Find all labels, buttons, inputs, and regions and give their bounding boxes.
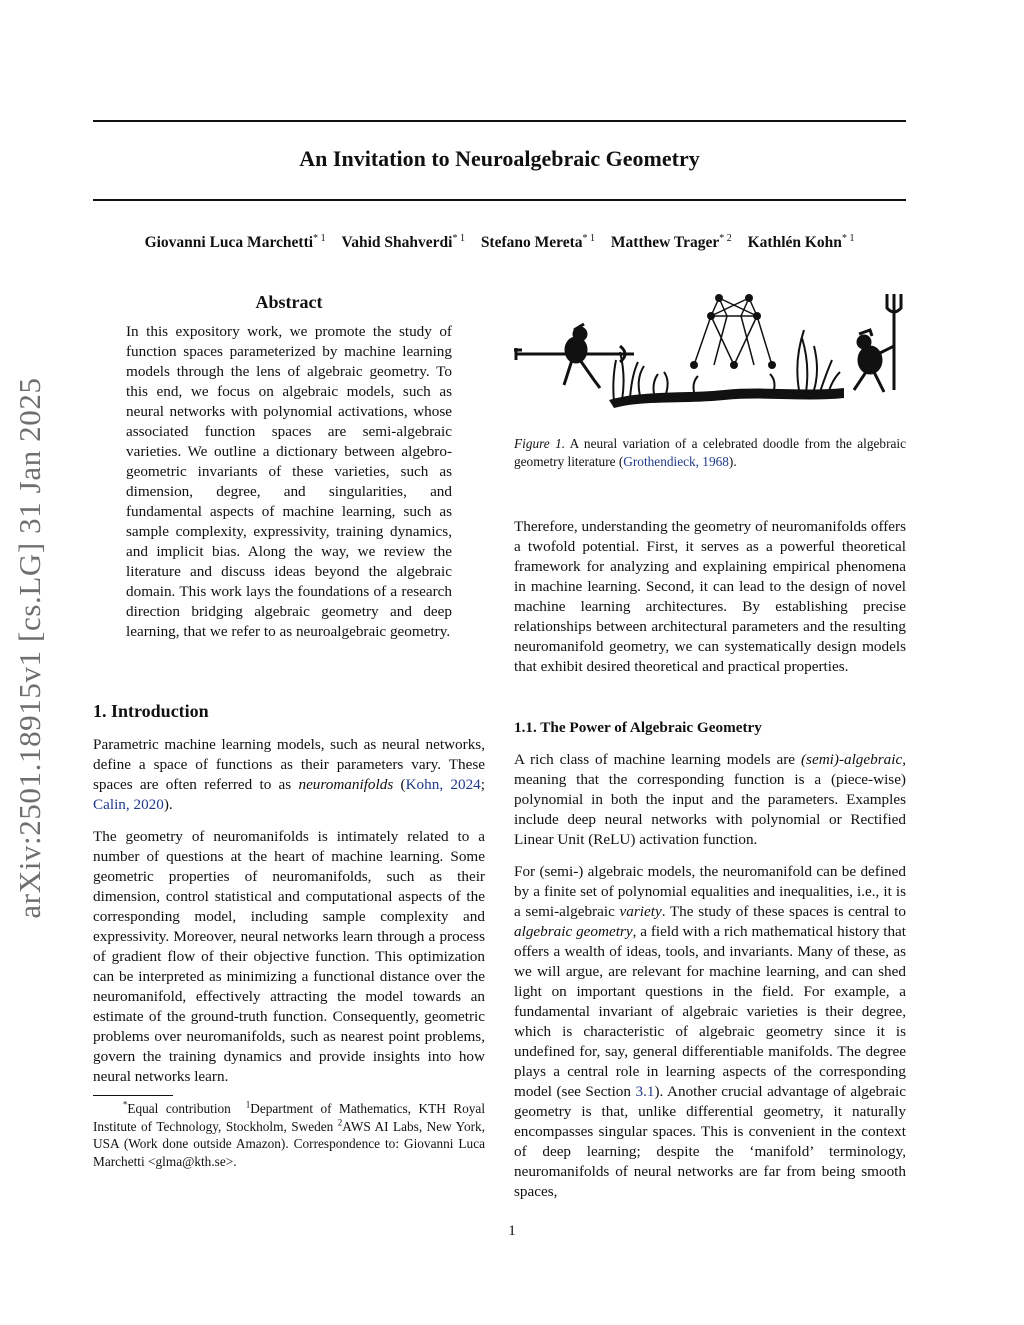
page-number: 1	[508, 1223, 516, 1239]
author: Giovanni Luca Marchetti$^{* 1}$	[144, 232, 326, 251]
citation-link[interactable]: Calin, 2020	[93, 796, 164, 813]
author-list	[93, 234, 906, 252]
author: Stefano Mereta$^{* 1}$	[480, 232, 596, 251]
arxiv-watermark: arXiv:2501.18915v1 [cs.LG] 31 Jan 2025	[12, 377, 47, 919]
figure-doodle	[514, 290, 906, 415]
footnote-rule	[93, 1095, 173, 1096]
citation-link[interactable]: Kohn, 2024	[405, 776, 481, 793]
figure-caption: Figure 1. A neural variation of a celebrated doodle from the algebraic geometry literature (Grothendieck, 1968).	[514, 436, 906, 469]
paragraph: Therefore, understanding the geometry of neuromanifolds offers a twofold potential. First, it serves as a powerful theoretical framework for analyzing and explaining empirical phenomena in machine learning. Second, it can lead to the design of novel machine learning architectures. By establishing precise relationships between architectural parameters and the resulting neuromanifold geometry, we can systematically design models that exhibit desired theoretical and practical properties.	[514, 518, 906, 675]
paragraph: For (semi-) algebraic models, the neuromanifold can be defined by a finite set of polynomial equalities and inequalities, i.e., it is a semi-algebraic variety. The study of these spaces is central to algebraic geometry, a field with a rich mathematical history that offers a wealth of ideas, tools, and invariants. Many of these, as we will argue, are relevant for machine learning, and can shed light on important questions in the field. For example, a fundamental invariant of algebraic varieties is their degree, which is characteristic of algebraic geometry since it is undefined for, say, general differentiable manifolds. The degree plays a central role in learning aspects of the corresponding model (see Section 3.1). Another crucial advantage of algebraic geometry is that, unlike differential geometry, it naturally encompasses singular spaces. This is convenient in the context of deep learning; despite the ‘manifold’ terminology, neuromanifolds of neural networks are far from being smooth spaces,	[514, 863, 906, 1200]
paragraph: A rich class of machine learning models are (semi)-algebraic, meaning that the corresponding function is a (piece-wise) polynomial in both the input and the parameters. Examples include deep neural networks with polynomial or Rectified Linear Unit (ReLU) activation function.	[514, 751, 906, 848]
paper-title: An Invitation to Neuroalgebraic Geometry	[299, 146, 700, 171]
section-heading-introduction: 1. Introduction	[93, 701, 209, 721]
introduction-body	[93, 735, 485, 1099]
author: Kathlén Kohn$^{* 1}$	[747, 232, 855, 251]
paragraph: Parametric machine learning models, such as neural networks, define a space of functions as their parameters vary. These spaces are often referred to as neuromanifolds (Kohn, 2024; Calin, 2020).	[93, 736, 485, 813]
subsection-body	[514, 750, 906, 1214]
title-top-rule	[93, 120, 906, 122]
author: Matthew Trager$^{* 2}$	[610, 232, 732, 251]
right-column-body	[514, 517, 906, 689]
section-reference-link[interactable]: 3.1	[635, 1083, 655, 1100]
abstract-text: In this expository work, we promote the study of function spaces parameterized by machine learning models through the lens of algebraic geometry. To this end, we focus on algebraic models, such as neural networks with polynomial activations, whose associated function spaces are semi-algebraic varieties. We outline a dictionary between algebro-geometric invariants of these varieties, such as dimension, degree, and singularities, and fundamental aspects of machine learning, such as sample complexity, expressivity, training dynamics, and implicit bias. Along the way, we review the literature and discuss ideas beyond the algebraic domain. This work lays the foundations of a research direction bridging algebraic geometry and deep learning, that we refer to as neuroalgebraic geometry.	[126, 323, 452, 640]
citation-link[interactable]: Grothendieck, 1968	[623, 454, 729, 469]
author: Vahid Shahverdi$^{* 1}$	[341, 232, 465, 251]
footnote: *Equal contribution $^1$Department of Mathematics, KTH Royal Institute of Technology, Stockholm, Sweden $^2$AWS AI Labs, New York, USA (Work done outside Amazon). Correspondence to: Giovanni Luca Marchetti <glma@kth.se>.	[93, 1099, 486, 1169]
abstract-heading: Abstract	[255, 292, 323, 312]
subsection-heading: 1.1. The Power of Algebraic Geometry	[514, 719, 762, 736]
paragraph: The geometry of neuromanifolds is intimately related to a number of questions at the heart of machine learning. Some geometric properties of neuromanifolds, such as their dimension, control statistical and computational aspects of the corresponding model, including sample complexity and expressivity. Moreover, neural networks learn through a process of gradient flow of their objective function. This optimization can be interpreted as minimizing a functional distance over the neuromanifold, effectively attracting the model towards an estimate of the ground-truth function. Consequently, geometric problems over neuromanifolds, such as nearest point problems, govern the training dynamics and provide insights into how neural networks learn.	[93, 828, 485, 1085]
title-bottom-rule	[93, 199, 906, 201]
